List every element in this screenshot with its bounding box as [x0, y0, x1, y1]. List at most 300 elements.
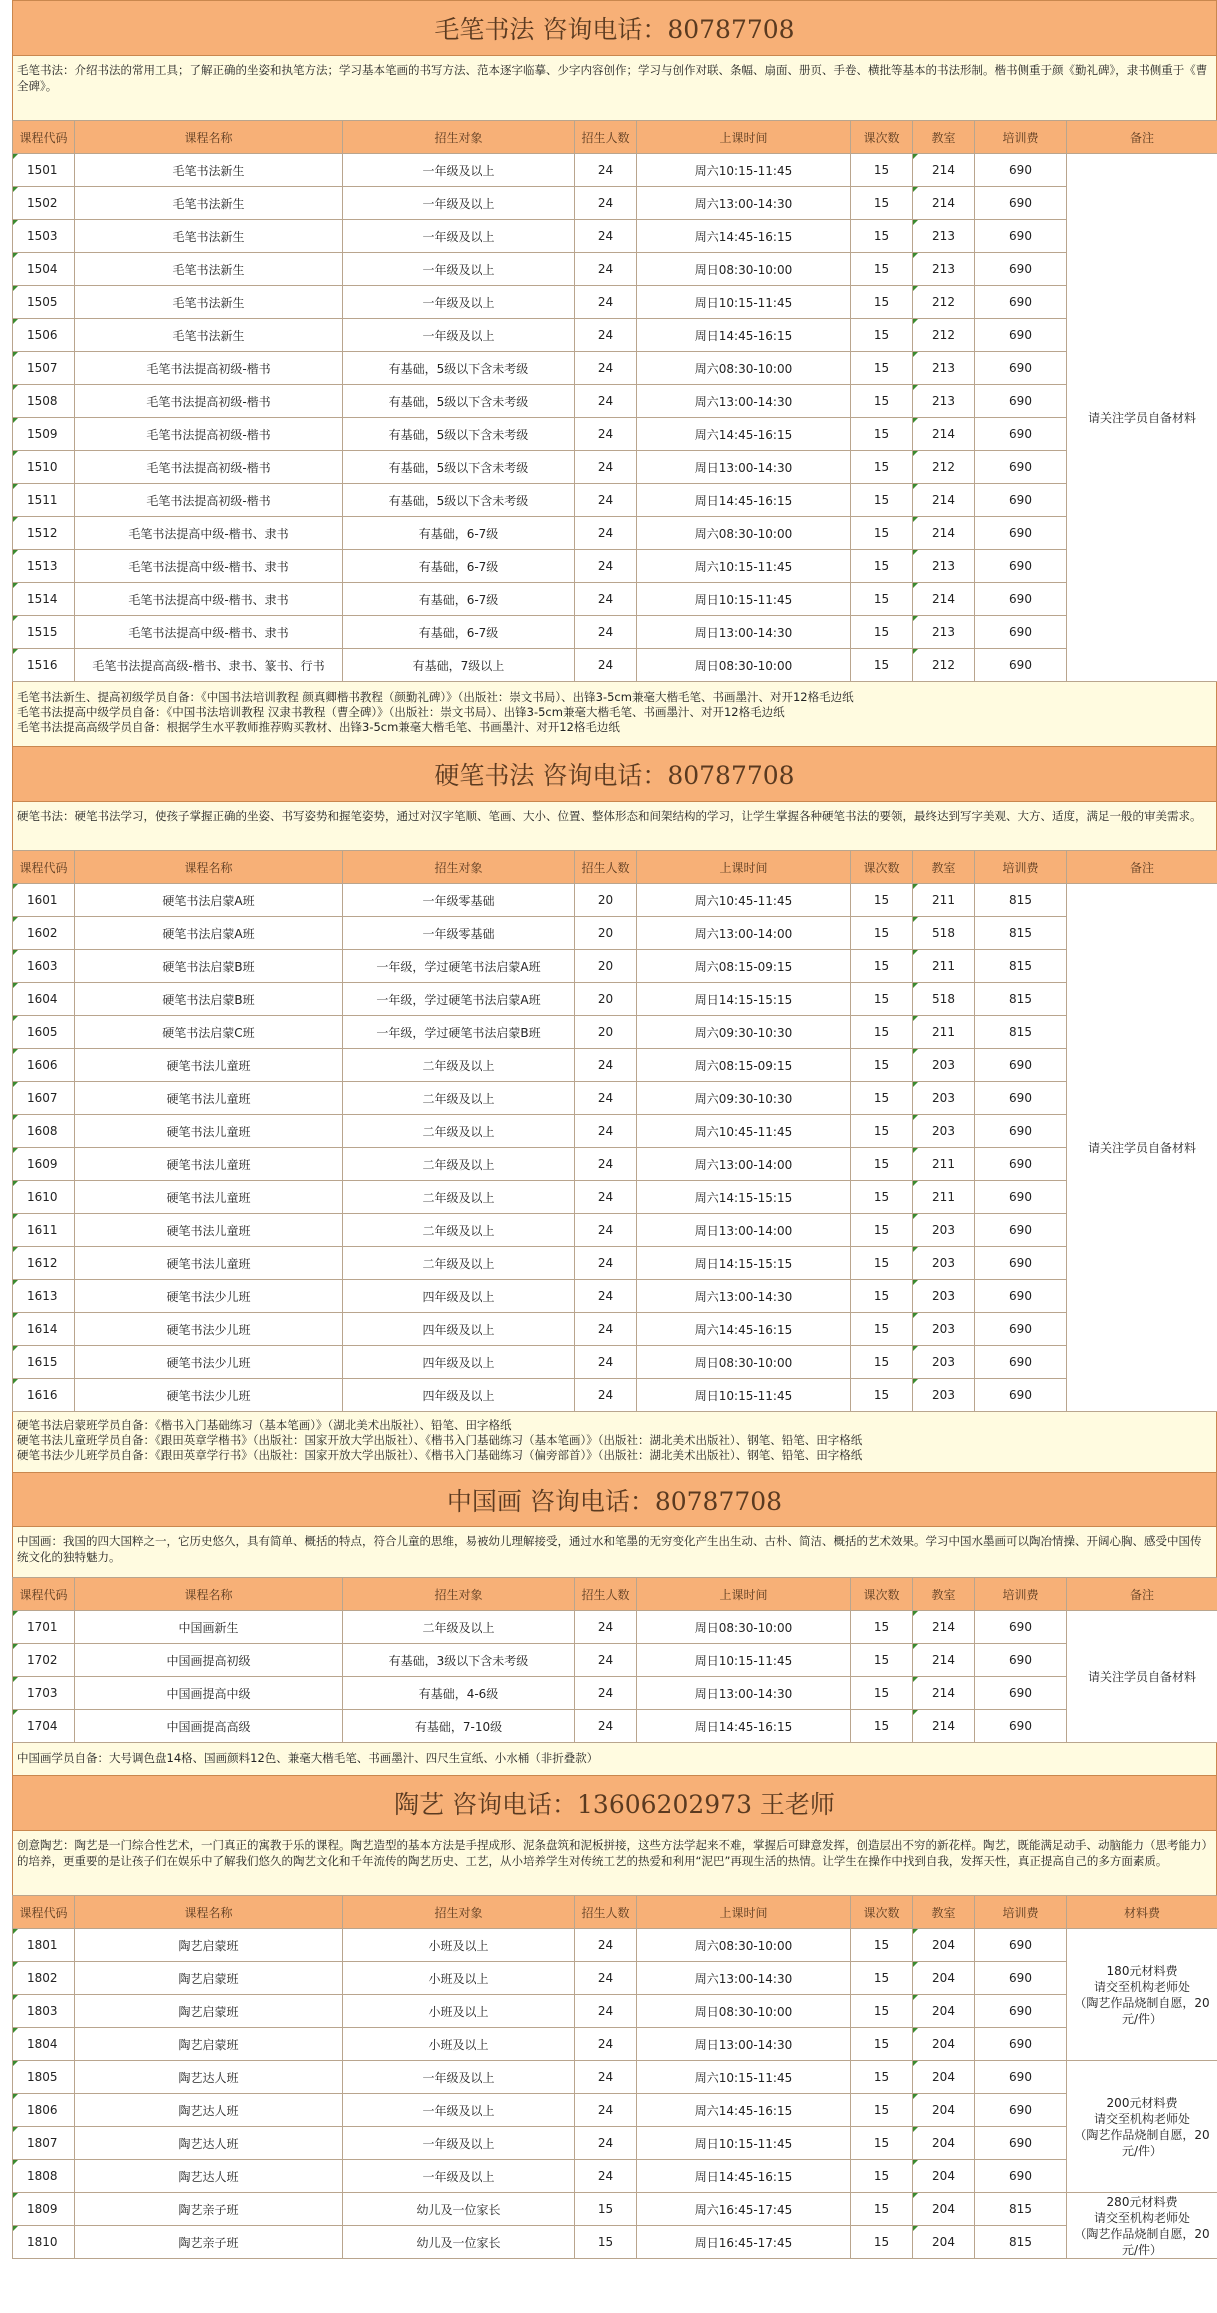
class-time: 周六09:30-10:30 [637, 1016, 851, 1049]
table-row [13, 154, 1217, 187]
col-room: 教室 [913, 121, 975, 154]
classroom: 214 [913, 484, 975, 517]
capacity: 24 [575, 1247, 637, 1280]
col-fee: 培训费 [975, 121, 1067, 154]
target-students: 有基础，6-7级 [343, 616, 575, 649]
classroom: 203 [913, 1379, 975, 1412]
target-students: 小班及以上 [343, 2028, 575, 2061]
table-row [13, 1016, 1217, 1049]
target-students: 二年级及以上 [343, 1181, 575, 1214]
session-count: 15 [851, 385, 913, 418]
class-time: 周日08:30-10:00 [637, 1346, 851, 1379]
col-fee: 培训费 [975, 851, 1067, 884]
capacity: 24 [575, 1962, 637, 1995]
tuition-fee: 690 [975, 319, 1067, 352]
class-time: 周日08:30-10:00 [637, 1611, 851, 1644]
class-time: 周六14:45-16:15 [637, 2094, 851, 2127]
capacity: 24 [575, 286, 637, 319]
col-capacity: 招生人数 [575, 1578, 637, 1611]
classroom: 203 [913, 1214, 975, 1247]
table-row [13, 1644, 1217, 1677]
course-name: 硬笔书法启蒙A班 [75, 917, 343, 950]
table-row [13, 1710, 1217, 1743]
course-code: 1510 [13, 451, 75, 484]
class-time: 周日08:30-10:00 [637, 649, 851, 682]
course-code: 1605 [13, 1016, 75, 1049]
classroom: 204 [913, 1995, 975, 2028]
painting-intro: 中国画：我国的四大国粹之一，它历史悠久，具有简单、概括的特点，符合儿童的思维，易被幼儿理解接受，通过水和笔墨的无穷变化产生出生动、古朴、简洁、概括的艺术效果。学习中国水墨画可以陶冶情操、开阔心胸、感受中国传统文化的独特魅力。 [12, 1527, 1217, 1577]
target-students: 小班及以上 [343, 1962, 575, 1995]
capacity: 24 [575, 451, 637, 484]
tuition-fee: 690 [975, 352, 1067, 385]
capacity: 20 [575, 950, 637, 983]
classroom: 204 [913, 2160, 975, 2193]
course-code: 1804 [13, 2028, 75, 2061]
tuition-fee: 690 [975, 1049, 1067, 1082]
material-note: 毛笔书法新生、提高初级学员自备：《中国书法培训教程 颜真卿楷书教程（颜勤礼碑）》（出版社：崇文书局）、出锋3-5cm兼毫大楷毛笔、书画墨汁、对开12格毛边纸 [17, 690, 854, 704]
class-time: 周六08:15-09:15 [637, 1049, 851, 1082]
tuition-fee: 690 [975, 1346, 1067, 1379]
material-note: 毛笔书法提高高级学员自备：根据学生水平教师推荐购买教材、出锋3-5cm兼毫大楷毛笔、书画墨汁、对开12格毛边纸 [17, 720, 620, 734]
course-name: 硬笔书法少儿班 [75, 1313, 343, 1346]
course-code: 1507 [13, 352, 75, 385]
col-target: 招生对象 [343, 121, 575, 154]
capacity: 15 [575, 2226, 637, 2259]
painting-table [12, 1577, 1217, 1743]
table-header-row [13, 1896, 1217, 1929]
capacity: 15 [575, 2193, 637, 2226]
col-remark: 备注 [1067, 1578, 1217, 1611]
target-students: 有基础，5级以下含未考级 [343, 352, 575, 385]
classroom: 211 [913, 884, 975, 917]
session-count: 15 [851, 1016, 913, 1049]
course-name: 毛笔书法提高初级-楷书 [75, 418, 343, 451]
tuition-fee: 690 [975, 385, 1067, 418]
class-time: 周日13:00-14:00 [637, 1214, 851, 1247]
course-name: 硬笔书法少儿班 [75, 1280, 343, 1313]
col-time: 上课时间 [637, 121, 851, 154]
course-name: 中国画提高中级 [75, 1677, 343, 1710]
course-code: 1606 [13, 1049, 75, 1082]
tuition-fee: 690 [975, 583, 1067, 616]
course-code: 1610 [13, 1181, 75, 1214]
class-time: 周日10:15-11:45 [637, 1379, 851, 1412]
class-time: 周六13:00-14:30 [637, 385, 851, 418]
tuition-fee: 690 [975, 1710, 1067, 1743]
capacity: 24 [575, 1677, 637, 1710]
session-count: 15 [851, 950, 913, 983]
classroom: 214 [913, 418, 975, 451]
col-fee: 培训费 [975, 1896, 1067, 1929]
tuition-fee: 690 [975, 550, 1067, 583]
tuition-fee: 690 [975, 418, 1067, 451]
tuition-fee: 690 [975, 1677, 1067, 1710]
classroom: 204 [913, 2127, 975, 2160]
tuition-fee: 690 [975, 1181, 1067, 1214]
target-students: 幼儿及一位家长 [343, 2226, 575, 2259]
tuition-fee: 690 [975, 1644, 1067, 1677]
course-name: 毛笔书法新生 [75, 286, 343, 319]
course-code: 1614 [13, 1313, 75, 1346]
course-name: 陶艺启蒙班 [75, 1929, 343, 1962]
table-row [13, 220, 1217, 253]
table-row [13, 319, 1217, 352]
session-count: 15 [851, 1962, 913, 1995]
course-code: 1802 [13, 1962, 75, 1995]
capacity: 24 [575, 616, 637, 649]
classroom: 204 [913, 1929, 975, 1962]
course-code: 1506 [13, 319, 75, 352]
table-row [13, 1082, 1217, 1115]
table-row [13, 649, 1217, 682]
col-time: 上课时间 [637, 1896, 851, 1929]
classroom: 204 [913, 2028, 975, 2061]
classroom: 204 [913, 2094, 975, 2127]
col-code: 课程代码 [13, 121, 75, 154]
classroom: 203 [913, 1247, 975, 1280]
target-students: 一年级，学过硬笔书法启蒙A班 [343, 983, 575, 1016]
course-name: 陶艺达人班 [75, 2160, 343, 2193]
pottery-intro: 创意陶艺：陶艺是一门综合性艺术，一门真正的寓教于乐的课程。陶艺造型的基本方法是手捏成形、泥条盘筑和泥板拼接，这些方法学起来不难，掌握后可肆意发挥，创造层出不穷的新花样。陶艺，既能满足动手、动脑能力（思考能力）的培养，更重要的是让孩子们在娱乐中了解我们悠久的陶艺文化和千年流传的陶艺历史、工艺，从小培养学生对传统工艺的热爱和利用“泥巴”再现生活的热情。让学生在操作中找到自我，发挥天性，真正提高自己的多方面素质。 [12, 1831, 1217, 1895]
col-room: 教室 [913, 1896, 975, 1929]
target-students: 一年级及以上 [343, 187, 575, 220]
course-name: 毛笔书法新生 [75, 154, 343, 187]
classroom: 203 [913, 1280, 975, 1313]
course-code: 1512 [13, 517, 75, 550]
capacity: 20 [575, 884, 637, 917]
table-row [13, 2193, 1217, 2226]
target-students: 一年级零基础 [343, 917, 575, 950]
classroom: 203 [913, 1115, 975, 1148]
col-sessions: 课次数 [851, 1578, 913, 1611]
course-name: 陶艺启蒙班 [75, 2028, 343, 2061]
capacity: 24 [575, 583, 637, 616]
tuition-fee: 690 [975, 1611, 1067, 1644]
target-students: 有基础，5级以下含未考级 [343, 451, 575, 484]
table-row [13, 2094, 1217, 2127]
class-time: 周六14:45-16:15 [637, 220, 851, 253]
capacity: 20 [575, 917, 637, 950]
target-students: 二年级及以上 [343, 1214, 575, 1247]
col-remark: 备注 [1067, 851, 1217, 884]
class-time: 周六08:15-09:15 [637, 950, 851, 983]
course-code: 1513 [13, 550, 75, 583]
classroom: 213 [913, 616, 975, 649]
class-time: 周六10:15-11:45 [637, 2061, 851, 2094]
target-students: 二年级及以上 [343, 1247, 575, 1280]
material-note: 硬笔书法儿童班学员自备：《跟田英章学楷书》（出版社：国家开放大学出版社）、《楷书入门基础练习（基本笔画）》（出版社：湖北美术出版社）、钢笔、铅笔、田字格纸 [17, 1433, 863, 1447]
capacity: 24 [575, 1148, 637, 1181]
course-code: 1503 [13, 220, 75, 253]
session-count: 15 [851, 220, 913, 253]
table-row [13, 286, 1217, 319]
tuition-fee: 815 [975, 2193, 1067, 2226]
table-row [13, 1346, 1217, 1379]
course-name: 陶艺亲子班 [75, 2193, 343, 2226]
course-code: 1508 [13, 385, 75, 418]
classroom: 214 [913, 583, 975, 616]
target-students: 小班及以上 [343, 1995, 575, 2028]
session-count: 15 [851, 517, 913, 550]
class-time: 周日10:15-11:45 [637, 583, 851, 616]
session-count: 15 [851, 1995, 913, 2028]
tuition-fee: 690 [975, 1313, 1067, 1346]
course-name: 陶艺达人班 [75, 2094, 343, 2127]
capacity: 24 [575, 1280, 637, 1313]
classroom: 213 [913, 253, 975, 286]
calligraphy-table [12, 120, 1217, 682]
table-row [13, 352, 1217, 385]
course-name: 硬笔书法儿童班 [75, 1148, 343, 1181]
target-students: 一年级及以上 [343, 2094, 575, 2127]
classroom: 214 [913, 1611, 975, 1644]
session-count: 15 [851, 2028, 913, 2061]
target-students: 一年级零基础 [343, 884, 575, 917]
table-row [13, 2160, 1217, 2193]
painting-notes [12, 1743, 1217, 1775]
session-count: 15 [851, 2061, 913, 2094]
table-row [13, 550, 1217, 583]
table-row [13, 1214, 1217, 1247]
course-name: 毛笔书法提高初级-楷书 [75, 484, 343, 517]
class-time: 周六08:30-10:00 [637, 517, 851, 550]
classroom: 204 [913, 2226, 975, 2259]
course-name: 毛笔书法提高初级-楷书 [75, 385, 343, 418]
col-room: 教室 [913, 1578, 975, 1611]
course-code: 1611 [13, 1214, 75, 1247]
material-note: 硬笔书法少儿班学员自备：《跟田英章学行书》（出版社：国家开放大学出版社）、《楷书入门基础练习（偏旁部首）》（出版社：湖北美术出版社）、钢笔、铅笔、田字格纸 [17, 1448, 863, 1462]
col-target: 招生对象 [343, 851, 575, 884]
course-name: 硬笔书法儿童班 [75, 1247, 343, 1280]
table-row [13, 1313, 1217, 1346]
capacity: 24 [575, 1929, 637, 1962]
classroom: 204 [913, 2061, 975, 2094]
col-time: 上课时间 [637, 1578, 851, 1611]
course-name: 硬笔书法儿童班 [75, 1049, 343, 1082]
table-row [13, 418, 1217, 451]
col-capacity: 招生人数 [575, 851, 637, 884]
remark: 请关注学员自备材料 [1067, 884, 1217, 1412]
col-code: 课程代码 [13, 1896, 75, 1929]
session-count: 15 [851, 1082, 913, 1115]
target-students: 一年级及以上 [343, 220, 575, 253]
calligraphy-notes [12, 682, 1217, 746]
remark: 200元材料费 请交至机构老师处 （陶艺作品烧制自愿，20元/件） [1067, 2061, 1217, 2193]
class-time: 周日14:45-16:15 [637, 484, 851, 517]
tuition-fee: 690 [975, 1247, 1067, 1280]
session-count: 15 [851, 286, 913, 319]
session-count: 15 [851, 1280, 913, 1313]
course-code: 1516 [13, 649, 75, 682]
session-count: 15 [851, 352, 913, 385]
col-name: 课程名称 [75, 121, 343, 154]
classroom: 204 [913, 2193, 975, 2226]
course-code: 1609 [13, 1148, 75, 1181]
class-time: 周日13:00-14:30 [637, 616, 851, 649]
target-students: 幼儿及一位家长 [343, 2193, 575, 2226]
tuition-fee: 690 [975, 286, 1067, 319]
classroom: 213 [913, 352, 975, 385]
table-row [13, 2127, 1217, 2160]
tuition-fee: 815 [975, 983, 1067, 1016]
class-time: 周六13:00-14:30 [637, 187, 851, 220]
painting-section-title: 中国画 咨询电话：80787708 [12, 1472, 1217, 1527]
capacity: 24 [575, 1611, 637, 1644]
course-code: 1806 [13, 2094, 75, 2127]
class-time: 周日13:00-14:30 [637, 2028, 851, 2061]
course-name: 毛笔书法提高初级-楷书 [75, 352, 343, 385]
session-count: 15 [851, 1379, 913, 1412]
classroom: 203 [913, 1082, 975, 1115]
classroom: 518 [913, 983, 975, 1016]
remark: 280元材料费 请交至机构老师处 （陶艺作品烧制自愿，20元/件） [1067, 2193, 1217, 2259]
table-row [13, 2028, 1217, 2061]
table-row [13, 253, 1217, 286]
col-target: 招生对象 [343, 1896, 575, 1929]
session-count: 15 [851, 649, 913, 682]
capacity: 24 [575, 550, 637, 583]
session-count: 15 [851, 1611, 913, 1644]
col-capacity: 招生人数 [575, 121, 637, 154]
pen-notes [12, 1412, 1217, 1472]
classroom: 212 [913, 319, 975, 352]
tuition-fee: 690 [975, 1280, 1067, 1313]
course-code: 1801 [13, 1929, 75, 1962]
target-students: 一年级，学过硬笔书法启蒙B班 [343, 1016, 575, 1049]
table-row [13, 616, 1217, 649]
course-name: 毛笔书法提高中级-楷书、隶书 [75, 550, 343, 583]
classroom: 211 [913, 950, 975, 983]
table-row [13, 917, 1217, 950]
course-code: 1504 [13, 253, 75, 286]
col-sessions: 课次数 [851, 121, 913, 154]
course-code: 1511 [13, 484, 75, 517]
table-row [13, 1379, 1217, 1412]
table-row [13, 1995, 1217, 2028]
target-students: 二年级及以上 [343, 1611, 575, 1644]
col-time: 上课时间 [637, 851, 851, 884]
session-count: 15 [851, 983, 913, 1016]
class-time: 周六09:30-10:30 [637, 1082, 851, 1115]
class-time: 周日14:45-16:15 [637, 1710, 851, 1743]
target-students: 四年级及以上 [343, 1346, 575, 1379]
class-time: 周日10:15-11:45 [637, 1644, 851, 1677]
course-name: 毛笔书法提高中级-楷书、隶书 [75, 616, 343, 649]
session-count: 15 [851, 616, 913, 649]
tuition-fee: 690 [975, 2160, 1067, 2193]
course-name: 陶艺亲子班 [75, 2226, 343, 2259]
course-code: 1602 [13, 917, 75, 950]
session-count: 15 [851, 451, 913, 484]
tuition-fee: 690 [975, 187, 1067, 220]
course-name: 硬笔书法少儿班 [75, 1346, 343, 1379]
session-count: 15 [851, 1313, 913, 1346]
table-row [13, 884, 1217, 917]
material-note: 硬笔书法启蒙班学员自备：《楷书入门基础练习（基本笔画）》（湖北美术出版社）、铅笔、田字格纸 [17, 1418, 512, 1432]
target-students: 二年级及以上 [343, 1115, 575, 1148]
target-students: 有基础，4-6级 [343, 1677, 575, 1710]
table-row [13, 385, 1217, 418]
target-students: 一年级及以上 [343, 2061, 575, 2094]
class-time: 周六08:30-10:00 [637, 352, 851, 385]
col-sessions: 课次数 [851, 851, 913, 884]
remark: 请关注学员自备材料 [1067, 154, 1217, 682]
tuition-fee: 815 [975, 2226, 1067, 2259]
classroom: 211 [913, 1016, 975, 1049]
class-time: 周日08:30-10:00 [637, 1995, 851, 2028]
table-row [13, 2226, 1217, 2259]
course-schedule-page [12, 0, 1217, 2259]
class-time: 周日13:00-14:30 [637, 451, 851, 484]
capacity: 24 [575, 187, 637, 220]
class-time: 周日13:00-14:30 [637, 1677, 851, 1710]
classroom: 203 [913, 1313, 975, 1346]
target-students: 二年级及以上 [343, 1082, 575, 1115]
pottery-section-title: 陶艺 咨询电话：13606202973 王老师 [12, 1775, 1217, 1831]
course-code: 1505 [13, 286, 75, 319]
target-students: 有基础，5级以下含未考级 [343, 484, 575, 517]
classroom: 214 [913, 1644, 975, 1677]
col-fee: 培训费 [975, 1578, 1067, 1611]
class-time: 周日14:45-16:15 [637, 319, 851, 352]
course-name: 中国画提高初级 [75, 1644, 343, 1677]
table-row [13, 1929, 1217, 1962]
capacity: 24 [575, 1995, 637, 2028]
session-count: 15 [851, 484, 913, 517]
session-count: 15 [851, 1710, 913, 1743]
col-code: 课程代码 [13, 1578, 75, 1611]
class-time: 周日16:45-17:45 [637, 2226, 851, 2259]
tuition-fee: 815 [975, 884, 1067, 917]
capacity: 24 [575, 484, 637, 517]
calligraphy-section-title: 毛笔书法 咨询电话：80787708 [12, 0, 1217, 56]
remark: 180元材料费 请交至机构老师处 （陶艺作品烧制自愿，20元/件） [1067, 1929, 1217, 2061]
course-name: 毛笔书法新生 [75, 220, 343, 253]
class-time: 周日14:15-15:15 [637, 983, 851, 1016]
session-count: 15 [851, 1115, 913, 1148]
col-name: 课程名称 [75, 1578, 343, 1611]
tuition-fee: 690 [975, 1148, 1067, 1181]
course-code: 1809 [13, 2193, 75, 2226]
class-time: 周六10:15-11:45 [637, 154, 851, 187]
capacity: 24 [575, 418, 637, 451]
table-row [13, 1280, 1217, 1313]
table-row [13, 451, 1217, 484]
course-name: 陶艺启蒙班 [75, 1962, 343, 1995]
course-name: 毛笔书法提高中级-楷书、隶书 [75, 517, 343, 550]
table-header-row [13, 1578, 1217, 1611]
target-students: 有基础，7-10级 [343, 1710, 575, 1743]
tuition-fee: 815 [975, 950, 1067, 983]
course-code: 1803 [13, 1995, 75, 2028]
course-name: 硬笔书法启蒙B班 [75, 950, 343, 983]
target-students: 一年级及以上 [343, 286, 575, 319]
classroom: 213 [913, 385, 975, 418]
pen-intro: 硬笔书法：硬笔书法学习，使孩子掌握正确的坐姿、书写姿势和握笔姿势，通过对汉字笔顺、笔画、大小、位置、整体形态和间架结构的学习，让学生掌握各种硬笔书法的要领，最终达到写字美观、大方、适度，满足一般的审美需求。 [12, 802, 1217, 850]
table-row [13, 1611, 1217, 1644]
col-remark: 备注 [1067, 121, 1217, 154]
capacity: 24 [575, 2094, 637, 2127]
table-row [13, 2061, 1217, 2094]
tuition-fee: 690 [975, 2127, 1067, 2160]
session-count: 15 [851, 253, 913, 286]
course-name: 硬笔书法儿童班 [75, 1181, 343, 1214]
table-header-row [13, 851, 1217, 884]
class-time: 周六14:45-16:15 [637, 418, 851, 451]
capacity: 24 [575, 1115, 637, 1148]
class-time: 周六10:45-11:45 [637, 884, 851, 917]
class-time: 周六13:00-14:30 [637, 1280, 851, 1313]
